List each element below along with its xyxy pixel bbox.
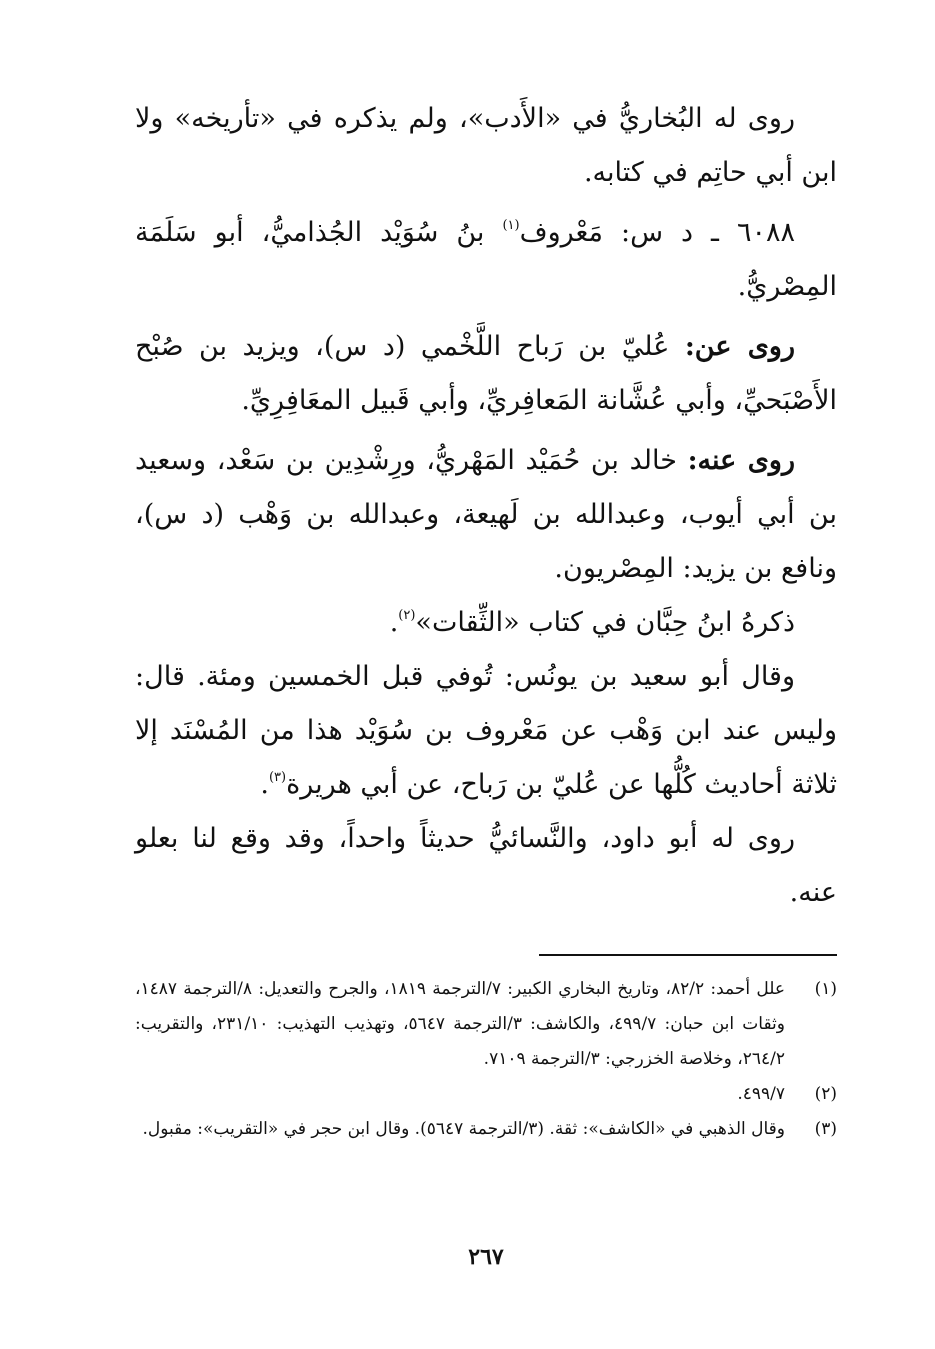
paragraph-abu-dawud: روى له أبو داود، والنَّسائيُّ حديثاً واحداً، وقد وقع لنا بعلو عنه. — [135, 823, 837, 908]
rawa-anhu-label: روى عنه: — [687, 445, 795, 476]
paragraph-rawa-an — [135, 320, 837, 428]
footnote-item — [135, 1077, 837, 1112]
rawa-an-text: عُليّ بن رَباح اللَّخْمي (د س)، ويزيد بن صُبْح الأَصْبَحيِّ، وأبي عُشَّانة المَعافِريِّ، وأبي قَبيل المعَافِرِيِّ. — [135, 331, 837, 416]
ibn-hibban-text: ذكرهُ ابنُ حِبَّان في كتاب «الثِّقات» — [415, 607, 795, 638]
ibn-hibban-end: . — [389, 607, 399, 638]
footnote-number: (١) — [814, 979, 837, 999]
paragraph-adab: روى له البُخاريُّ في «الأَدب»، ولم يذكره في «تأريخه» ولا ابن أبي حاتِم في كتابه. — [135, 103, 837, 188]
rawa-an-label: روى عن: — [684, 331, 795, 362]
entry-head: ٦٠٨٨ ـ د س: مَعْروف — [519, 217, 795, 248]
footnotes — [135, 972, 837, 1147]
main-text — [135, 92, 837, 920]
rawa-anhu-text: خالد بن حُمَيْد المَهْريُّ، ورِشْدِين بن سَعْد، وسعيد بن أبي أيوب، وعبدالله بن لَهيعة، وعبدالله بن وَهْب (د س)، ونافع بن يزيد: المِصْريون. — [135, 445, 837, 584]
footnote-text: وقال الذهبي في «الكاشف»: ثقة. (٣/الترجمة ٥٦٤٧). وقال ابن حجر في «التقريب»: مقبول. — [142, 1119, 785, 1139]
footnote-number: (٣) — [814, 1119, 837, 1139]
page-number: ٢٦٧ — [468, 1244, 504, 1270]
footnote-ref-2: (٢) — [398, 608, 416, 623]
paragraph-rawa-anhu — [135, 434, 837, 596]
footnote-text: علل أحمد: ٨٢/٢، وتاريخ البخاري الكبير: ٧/الترجمة ١٨١٩، والجرح والتعديل: ٨/الترجمة ١٤٨٧، وثقات ابن حبان: ٤٩٩/٧، والكاشف: ٣/الترجمة ٥٦٤٧، وتهذيب التهذيب: ٢٣١/١٠، والتقريب: ٢٦٤/٢، وخلاصة الخزرجي: ٣/الترجمة ٧١٠٩. — [135, 979, 786, 1069]
paragraph-ibn-yunus — [135, 650, 837, 812]
entry-heading — [135, 206, 837, 314]
footnote-number: (٢) — [814, 1084, 837, 1104]
footnote-text: ٤٩٩/٧. — [737, 1084, 785, 1104]
footnote-separator — [539, 954, 837, 956]
footnote-item — [135, 1112, 837, 1147]
entry-tail: بنُ سُوَيْد الجُذاميُّ، أبو سَلَمَة المِصْريُّ. — [135, 217, 837, 302]
footnote-item — [135, 972, 837, 1077]
ibn-yunus-text: وقال أبو سعيد بن يونُس: تُوفي قبل الخمسين ومئة. قال: وليس عند ابن وَهْب عن مَعْروف بن سُوَيْد هذا من المُسْنَد إلا ثلاثة أحاديث كُلُّها عن عُليّ بن رَباح، عن أبي هريرة — [135, 661, 837, 800]
paragraph-ibn-hibban — [135, 596, 837, 650]
book-page — [135, 92, 837, 1322]
ibn-yunus-end: . — [260, 769, 269, 800]
footnote-ref-1: (١) — [502, 218, 520, 233]
footnote-ref-3: (٣) — [268, 770, 287, 785]
